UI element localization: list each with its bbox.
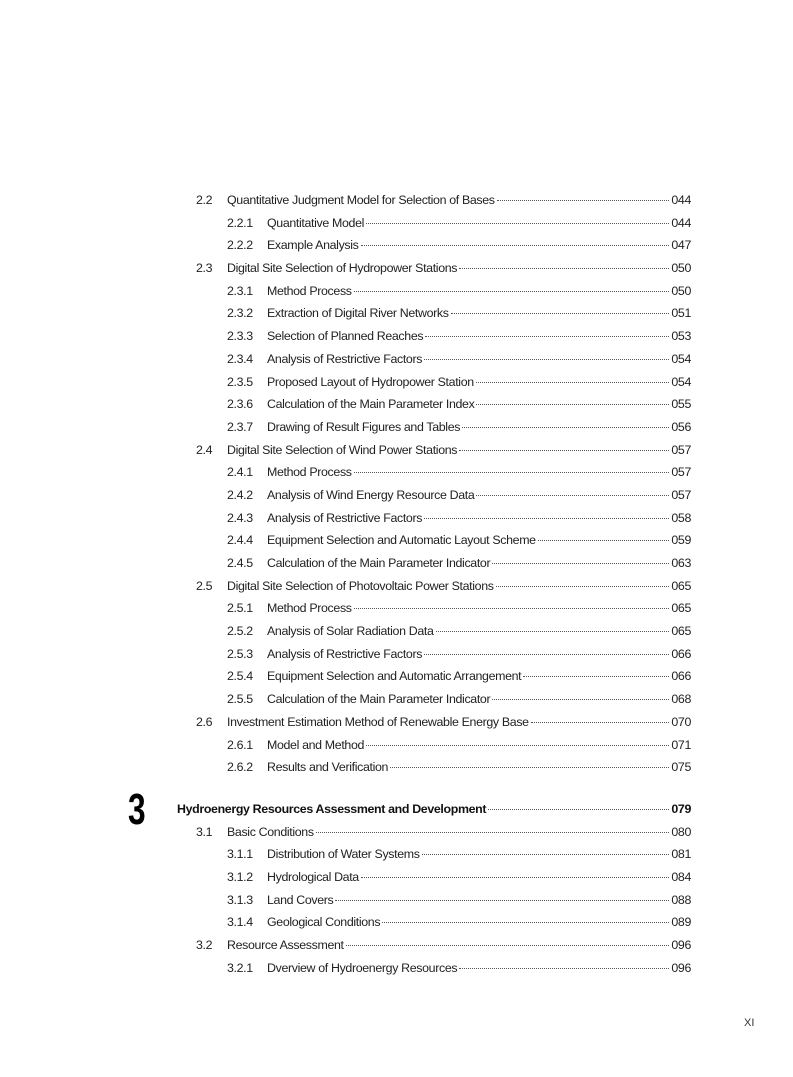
- entry-page: 054: [671, 374, 691, 389]
- section-number: 2.5.5: [227, 692, 253, 707]
- toc-entry[interactable]: [0, 371, 793, 394]
- section-number: 2.3.1: [227, 283, 253, 298]
- section-number: 3.1.4: [227, 915, 253, 930]
- entry-page: 081: [671, 847, 691, 862]
- entry-page: 057: [671, 465, 691, 480]
- entry-page: 054: [671, 351, 691, 366]
- toc-entry[interactable]: [0, 507, 793, 530]
- entry-line: [267, 507, 691, 530]
- dot-leader: [366, 745, 669, 746]
- toc-entry[interactable]: [0, 325, 793, 348]
- entry-line: [267, 756, 691, 779]
- entry-title: Analysis of Restrictive Factors: [267, 510, 423, 525]
- toc-entry[interactable]: [0, 821, 793, 844]
- dot-leader: [366, 223, 669, 224]
- entry-line: [177, 798, 691, 821]
- section-number: 2.5.3: [227, 646, 253, 661]
- toc-entry[interactable]: [0, 889, 793, 912]
- dot-leader: [354, 291, 670, 292]
- section-number: 2.4.4: [227, 533, 253, 548]
- entry-title: Calculation of the Main Parameter Indicator: [267, 556, 491, 570]
- entry-page: 047: [671, 238, 691, 253]
- dot-leader: [354, 608, 670, 609]
- toc-entry[interactable]: [0, 620, 793, 643]
- entry-page: 065: [671, 578, 691, 593]
- toc-entry[interactable]: [0, 866, 793, 889]
- entry-line: [267, 280, 691, 303]
- section-number: 2.4.3: [227, 510, 253, 525]
- entry-page: 056: [671, 419, 691, 434]
- dot-leader: [476, 382, 670, 383]
- entry-page: 051: [671, 306, 691, 321]
- toc-entry[interactable]: [0, 234, 793, 257]
- dot-leader: [354, 472, 670, 473]
- section-number: 2.6.1: [227, 737, 253, 752]
- entry-title: Method Process: [267, 601, 352, 616]
- entry-title: Investment Estimation Method of Renewable Energy Base: [227, 714, 529, 729]
- section-number: 2.2.2: [227, 238, 253, 253]
- entry-page: 050: [671, 283, 691, 298]
- toc-entry[interactable]: [0, 911, 793, 934]
- entry-title: Calculation of the Main Parameter Index: [267, 397, 475, 412]
- entry-title: Dverview of Hydroenergy Resources: [267, 960, 458, 975]
- entry-title: Land Covers: [267, 892, 334, 907]
- entry-page: 088: [671, 892, 691, 907]
- toc-entry[interactable]: [0, 212, 793, 235]
- entry-page: 080: [671, 824, 691, 839]
- section-number: 3.2: [196, 938, 213, 952]
- entry-title: Hydrological Data: [267, 869, 359, 884]
- entry-line: [267, 688, 691, 711]
- toc-entry[interactable]: [0, 597, 793, 620]
- section-number: 3.1.1: [227, 847, 253, 862]
- dot-leader: [459, 268, 669, 269]
- section-number: 2.2.1: [227, 215, 253, 230]
- dot-leader: [361, 877, 670, 878]
- entry-page: 070: [671, 714, 691, 729]
- dot-leader: [361, 245, 670, 246]
- chapter-number: 3: [128, 784, 146, 834]
- toc-entry[interactable]: [0, 393, 793, 416]
- entry-line: [267, 212, 691, 235]
- entry-page: 096: [671, 960, 691, 975]
- dot-leader: [335, 900, 669, 901]
- entry-line: [267, 911, 691, 934]
- dot-leader: [476, 495, 669, 496]
- dot-leader: [390, 767, 669, 768]
- entry-title: Hydroenergy Resources Assessment and Development: [177, 801, 487, 816]
- dot-leader: [492, 699, 669, 700]
- entry-page: 066: [671, 669, 691, 684]
- entry-title: Method Process: [267, 283, 352, 298]
- dot-leader: [451, 313, 670, 314]
- entry-title: Basic Conditions: [227, 824, 314, 839]
- entry-line: [267, 866, 691, 889]
- entry-title: Drawing of Result Figures and Tables: [267, 419, 461, 434]
- entry-title: Quantitative Model: [267, 215, 365, 230]
- entry-line: [227, 575, 691, 598]
- dot-leader: [496, 586, 670, 587]
- entry-title: Analysis of Restrictive Factors: [267, 646, 423, 661]
- entry-line: [267, 643, 691, 666]
- page-number-folio: XI: [744, 1017, 755, 1029]
- entry-page: 053: [671, 329, 691, 344]
- section-number: 2.4: [196, 442, 213, 457]
- toc-entry[interactable]: [0, 711, 793, 734]
- entry-line: [267, 325, 691, 348]
- dot-leader: [531, 722, 670, 723]
- dot-leader: [476, 404, 669, 405]
- entry-line: [267, 734, 691, 757]
- dot-leader: [424, 654, 669, 655]
- dot-leader: [316, 832, 670, 833]
- toc-entry[interactable]: [0, 280, 793, 303]
- entry-line: [267, 957, 691, 980]
- dot-leader: [497, 200, 670, 201]
- entry-title: Method Process: [267, 465, 352, 480]
- entry-line: [227, 711, 691, 734]
- toc-entry[interactable]: [0, 348, 793, 371]
- dot-leader: [488, 809, 669, 810]
- entry-page: 058: [671, 510, 691, 525]
- entry-page: 068: [671, 692, 691, 707]
- section-number: 2.4.1: [227, 465, 253, 480]
- entry-line: [267, 665, 691, 688]
- toc-entry[interactable]: [0, 665, 793, 688]
- dot-leader: [523, 676, 669, 677]
- section-number: 2.3.5: [227, 374, 253, 389]
- entry-page: 065: [671, 601, 691, 616]
- section-number: 2.3.2: [227, 306, 253, 321]
- dot-leader: [459, 968, 669, 969]
- toc-entry[interactable]: [0, 416, 793, 439]
- dot-leader: [424, 518, 669, 519]
- entry-title: Geological Conditions: [267, 915, 381, 930]
- entry-page: 096: [671, 938, 691, 952]
- entry-line: [227, 821, 691, 844]
- entry-page: 057: [671, 442, 691, 457]
- entry-title: Digital Site Selection of Wind Power Stations: [227, 442, 458, 457]
- entry-title: Distribution of Water Systems: [267, 847, 420, 862]
- section-number: 2.3.4: [227, 351, 253, 366]
- dot-leader: [425, 336, 669, 337]
- entry-title: Example Analysis: [267, 238, 359, 253]
- section-number: 3.2.1: [227, 960, 253, 975]
- entry-page: 065: [671, 624, 691, 639]
- section-number: 2.5.2: [227, 624, 253, 639]
- entry-line: [267, 302, 691, 325]
- entry-page: 057: [671, 487, 691, 502]
- toc-entry[interactable]: [0, 575, 793, 598]
- entry-page: 066: [671, 646, 691, 661]
- entry-page: 089: [671, 915, 691, 930]
- entry-line: [267, 461, 691, 484]
- section-number: 2.6: [196, 714, 213, 729]
- entry-page: 079: [671, 801, 691, 816]
- entry-page: 055: [671, 397, 691, 412]
- entry-title: Digital Site Selection of Hydropower Stations: [227, 261, 458, 276]
- toc-entry[interactable]: [0, 934, 793, 957]
- entry-line: [267, 843, 691, 866]
- section-number: 2.4.2: [227, 487, 253, 502]
- section-number: 3.1: [196, 824, 213, 839]
- toc-entry[interactable]: [0, 529, 793, 552]
- entry-line: [267, 889, 691, 912]
- entry-title: Analysis of Wind Energy Resource Data: [267, 487, 475, 502]
- dot-leader: [424, 359, 669, 360]
- toc-entry[interactable]: [0, 957, 793, 980]
- entry-page: 044: [671, 193, 691, 207]
- entry-line: [227, 257, 691, 280]
- entry-page: 071: [671, 737, 691, 752]
- entry-line: [267, 597, 691, 620]
- dot-leader: [436, 631, 670, 632]
- entry-title: Resource Assessment: [227, 938, 344, 952]
- entry-line: [267, 484, 691, 507]
- entry-page: 050: [671, 261, 691, 276]
- toc-entry[interactable]: [0, 189, 793, 212]
- entry-page: 044: [671, 215, 691, 230]
- dot-leader: [422, 854, 670, 855]
- entry-page: 063: [671, 556, 691, 570]
- entry-title: Selection of Planned Reaches: [267, 329, 424, 344]
- entry-line: [267, 620, 691, 643]
- section-number: 2.5.4: [227, 669, 253, 684]
- toc-entry[interactable]: [0, 734, 793, 757]
- entry-line: [267, 552, 691, 575]
- dot-leader: [346, 945, 670, 946]
- entry-title: Proposed Layout of Hydropower Station: [267, 374, 474, 389]
- section-number: 2.2: [196, 193, 213, 207]
- dot-leader: [492, 563, 669, 564]
- entry-title: Equipment Selection and Automatic Arrangement: [267, 669, 522, 684]
- section-number: 3.1.2: [227, 869, 253, 884]
- toc-entry[interactable]: [0, 756, 793, 779]
- entry-title: Calculation of the Main Parameter Indicator: [267, 692, 491, 707]
- table-of-contents: [0, 189, 793, 979]
- dot-leader: [382, 922, 669, 923]
- toc-entry[interactable]: [0, 643, 793, 666]
- entry-title: Model and Method: [267, 737, 365, 752]
- entry-page: 084: [671, 869, 691, 884]
- entry-line: [227, 934, 691, 957]
- toc-entry[interactable]: [0, 257, 793, 280]
- dot-leader: [459, 450, 669, 451]
- entry-line: [227, 439, 691, 462]
- section-number: 2.3.6: [227, 397, 253, 412]
- entry-line: [267, 348, 691, 371]
- section-number: 2.4.5: [227, 556, 253, 570]
- section-number: 2.5.1: [227, 601, 253, 616]
- entry-title: Extraction of Digital River Networks: [267, 306, 449, 321]
- section-number: 2.6.2: [227, 760, 253, 775]
- toc-entry[interactable]: [0, 439, 793, 462]
- entry-page: 075: [671, 760, 691, 775]
- entry-line: [267, 234, 691, 257]
- entry-title: Digital Site Selection of Photovoltaic Power Stations: [227, 578, 494, 593]
- entry-line: [267, 416, 691, 439]
- entry-line: [267, 393, 691, 416]
- section-number: 2.3: [196, 261, 213, 276]
- entry-line: [267, 529, 691, 552]
- entry-line: [227, 189, 691, 212]
- section-number: 2.3.7: [227, 419, 253, 434]
- toc-entry[interactable]: [0, 302, 793, 325]
- section-number: 2.5: [196, 578, 213, 593]
- toc-entry[interactable]: [0, 688, 793, 711]
- toc-entry[interactable]: [0, 552, 793, 575]
- section-number: 3.1.3: [227, 892, 253, 907]
- section-number: 2.3.3: [227, 329, 253, 344]
- toc-entry[interactable]: [0, 843, 793, 866]
- entry-title: Analysis of Solar Radiation Data: [267, 624, 434, 639]
- entry-page: 059: [671, 533, 691, 548]
- entry-title: Quantitative Judgment Model for Selection of Bases: [227, 193, 495, 207]
- dot-leader: [462, 427, 669, 428]
- toc-entry[interactable]: [0, 461, 793, 484]
- entry-title: Analysis of Restrictive Factors: [267, 351, 423, 366]
- toc-entry[interactable]: [0, 484, 793, 507]
- entry-title: Results and Verification: [267, 760, 389, 775]
- dot-leader: [538, 540, 670, 541]
- entry-title: Equipment Selection and Automatic Layout Scheme: [267, 533, 536, 548]
- entry-line: [267, 371, 691, 394]
